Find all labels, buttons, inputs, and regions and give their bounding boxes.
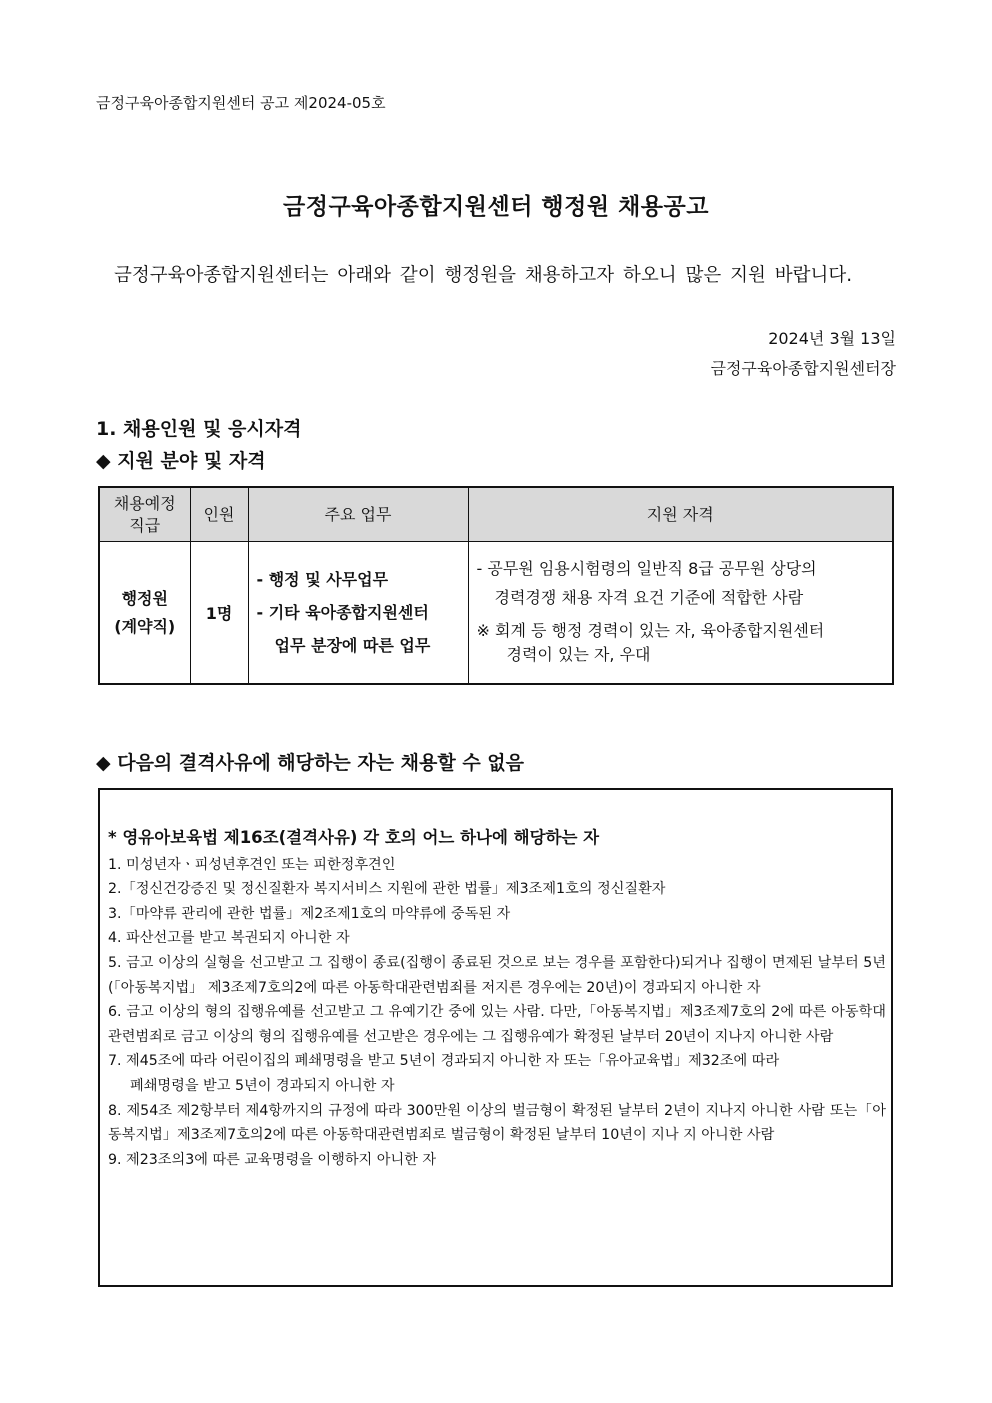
duty-item-3: 업무 분장에 따른 업무 [274, 636, 431, 655]
list-item: 7. 제45조에 따라 어린이집의 폐쇄명령을 받고 5년이 경과되지 아니한 자 또는「유아교육법」제32조에 따라 [108, 1053, 780, 1070]
list-item: 9. 제23조의3에 따른 교육명령을 이행하지 아니한 자 [108, 1151, 437, 1168]
header-position-line2: 직급 [129, 515, 161, 535]
cell-count: 1명 [190, 542, 248, 685]
notice-date: 2024년 3월 13일 [768, 329, 896, 348]
table-header-row [99, 487, 893, 542]
list-item: 6. 금고 이상의 형의 집행유예를 선고받고 그 유예기간 중에 있는 사람. 다만,「아동복지법」제3조제7호의 2에 따른 아동학대관련범죄로 금고 이상의 형의 집행유예를 선고받은 경우에는 그 집행유예가 확정된 날부터 20년이 지나지 아니한 사람 [108, 1004, 886, 1045]
disqualification-box [98, 788, 893, 1287]
notice-number: 금정구육아종합지원센터 공고 제2024-05호 [96, 94, 386, 112]
list-item: 3.「마약류 관리에 관한 법률」제2조제1호의 마약류에 중독된 자 [108, 905, 511, 922]
page-title: 금정구육아종합지원센터 행정원 채용공고 [283, 194, 709, 220]
qualification-line-2: 경력경쟁 채용 자격 요건 기준에 적합한 사람 [494, 588, 804, 607]
issuer: 금정구육아종합지원센터장 [710, 359, 896, 378]
cell-position [99, 542, 190, 685]
disqualification-heading: * 영유아보육법 제16조(결격사유) 각 호의 어느 하나에 해당하는 자 [108, 828, 600, 847]
header-qualifications: 지원 자격 [468, 487, 893, 542]
section-title-recruitment: 1. 채용인원 및 응시자격 [96, 418, 302, 440]
header-position [99, 487, 190, 542]
list-item: 4. 파산선고를 받고 복권되지 아니한 자 [108, 930, 350, 947]
duty-item-2: - 기타 육아종합지원센터 [256, 603, 429, 622]
preference-line-1: ※ 회계 등 행정 경력이 있는 자, 육아종합지원센터 [476, 621, 825, 640]
subsection-title-fields: ◆ 지원 분야 및 자격 [96, 450, 266, 472]
intro-paragraph: 금정구육아종합지원센터는 아래와 같이 행정원을 채용하고자 하오니 많은 지원 바랍니다. [114, 265, 853, 286]
recruitment-table [98, 486, 894, 685]
position-line2: (계약직) [114, 616, 176, 636]
duty-item-1: - 행정 및 사무업무 [256, 570, 389, 589]
cell-duties [248, 542, 468, 685]
list-item: 1. 미성년자ㆍ피성년후견인 또는 피한정후견인 [108, 856, 396, 873]
header-position-line1: 채용예정 [113, 493, 176, 513]
cell-qualifications [468, 542, 893, 685]
list-item: 2.「정신건강증진 및 정신질환자 복지서비스 지원에 관한 법률」제3조제1호의 정신질환자 [108, 881, 666, 898]
table-row [99, 542, 893, 685]
list-item: 5. 금고 이상의 실형을 선고받고 그 집행이 종료(집행이 종료된 것으로 보는 경우를 포함한다)되거나 집행이 면제된 날부터 5년(「아동복지법」 제3조제7호의2에 따른 아동학대관련범죄를 저지른 경우에는 20년)이 경과되지 아니한 자 [108, 954, 886, 996]
list-item-continuation: 폐쇄명령을 받고 5년이 경과되지 아니한 자 [130, 1077, 395, 1094]
subsection-title-disqualification: ◆ 다음의 결격사유에 해당하는 자는 채용할 수 없음 [96, 752, 524, 774]
list-item: 8. 제54조 제2항부터 제4항까지의 규정에 따라 300만원 이상의 벌금형이 확정된 날부터 2년이 지나지 아니한 사람 또는「아동복지법」제3조제7호의2에 따른 아동학대관련범죄로 벌금형이 확정된 날부터 10년이 지나 지 아니한 사람 [108, 1102, 886, 1144]
position-line1: 행정원 [121, 588, 168, 608]
qualification-line-1: - 공무원 임용시험령의 일반직 8급 공무원 상당의 [476, 559, 817, 578]
preference-line-2: 경력이 있는 자, 우대 [506, 645, 651, 664]
header-count: 인원 [190, 487, 248, 542]
header-duties: 주요 업무 [248, 487, 468, 542]
disqualification-content [108, 826, 886, 1172]
